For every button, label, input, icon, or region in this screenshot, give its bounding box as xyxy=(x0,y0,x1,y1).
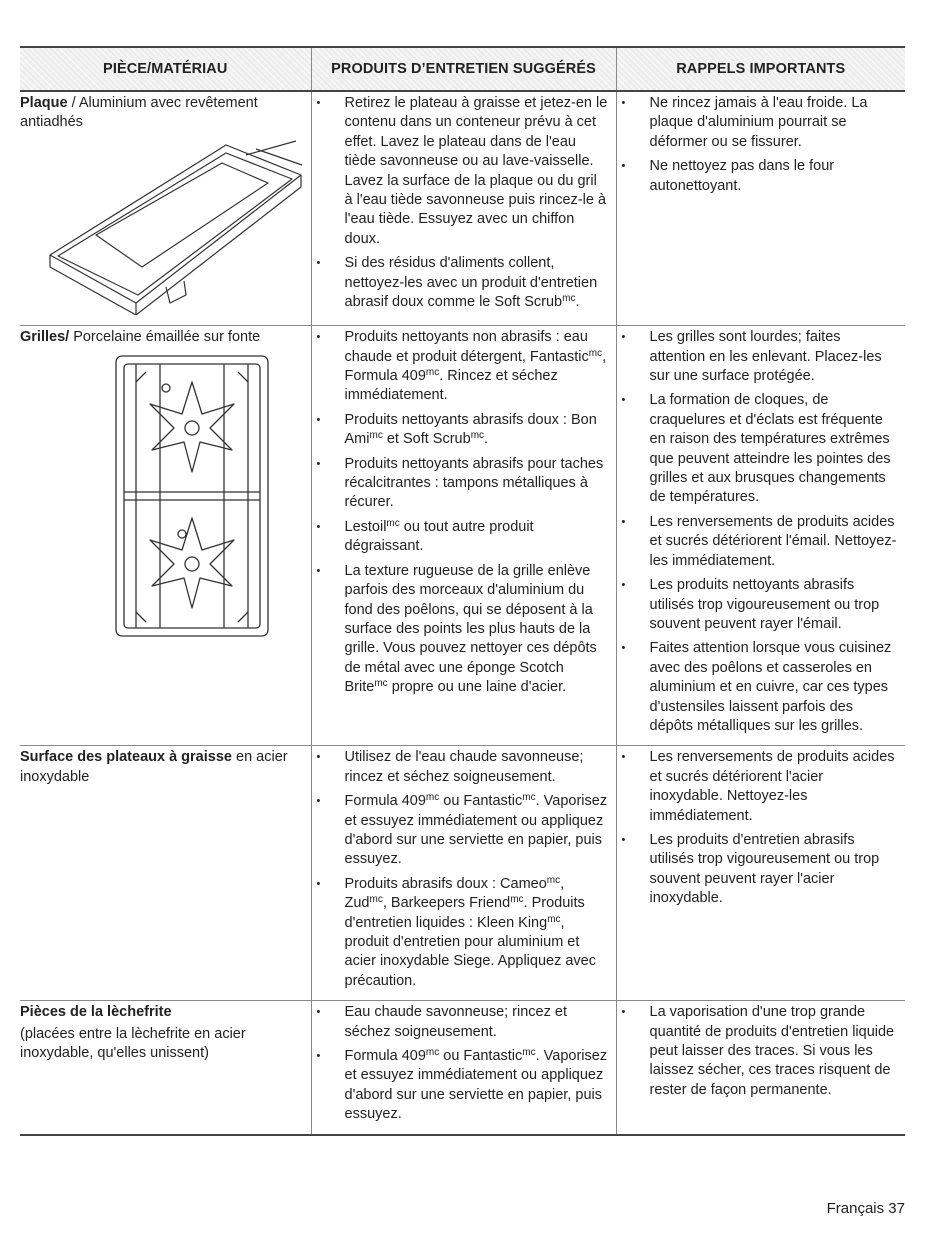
griddle-plate-illustration xyxy=(46,135,303,321)
part-name: Plaque xyxy=(20,95,68,111)
part-material: / Aluminium avec revêtement antiadhés xyxy=(20,95,258,131)
products-list xyxy=(312,328,608,697)
product-item: • La texture rugueuse de la grille enlève parfois des morceaux d'aluminium du fond des poêlons, qui se déposent à la surface des points les plus hauts de la grille. Vous pouvez nettoyer ces dépôts de métal avec une éponge Scotch Brite$^{mc}$ propre ou une laine d'acier. xyxy=(312,562,608,698)
part-material: en acier inoxydable xyxy=(20,749,288,785)
reminder-item: • Les grilles sont lourdes; faites attention en les enlevant. Placez-les sur une surface protégée. xyxy=(617,328,898,386)
product-item: • Produits nettoyants non abrasifs : eau chaude et produit détergent, Fantastic$^{mc}$, Formula $409^{mc}$. Rincez et séchez immédiatement. xyxy=(312,328,608,406)
part-name: Grilles/ xyxy=(20,329,70,346)
reminders-list xyxy=(617,328,898,736)
reminders-list xyxy=(617,94,898,196)
part-material-cell xyxy=(20,91,311,326)
product-item: • Retirez le plateau à graisse et jetez-en le contenu dans un conteneur prévu à cet effet. Lavez le plateau dans de l'eau tiède savonneuse ou au lave-vaisselle. Lavez la surface de la plaque ou du gril à l'eau tiède savonneuse puis rincez-le à l'eau tiède. Essuyez avec un chiffon doux. xyxy=(312,94,608,249)
header-important-reminders: RAPPELS IMPORTANTS xyxy=(616,47,905,91)
part-name: Pièces de la lèchefrite xyxy=(20,1004,172,1021)
product-item: • Produits nettoyants abrasifs doux : Bon Ami$^{mc}$ et Soft Scrub$^{mc}$. xyxy=(312,411,608,450)
suggested-products-cell xyxy=(311,1001,616,1135)
important-reminders-cell xyxy=(616,91,905,326)
part-material: Porcelaine émaillée sur fonte xyxy=(69,329,261,346)
reminder-item: • Les produits d'entretien abrasifs utilisés trop vigoureusement ou trop souvent peuvent rayer l'acier inoxydable. xyxy=(617,831,898,909)
product-item: • Formula $409^{mc}$ ou Fantastic$^{mc}$. Vaporisez et essuyez immédiatement ou appliquez d'abord sur une serviette en papier, puis essuyez. xyxy=(312,792,608,870)
products-list xyxy=(312,94,608,312)
table-body xyxy=(20,91,905,1135)
reminder-item: • Ne nettoyez pas dans le four autonettoyant. xyxy=(617,157,898,196)
important-reminders-cell xyxy=(616,746,905,1001)
suggested-products-cell xyxy=(311,746,616,1001)
reminder-item: • Faites attention lorsque vous cuisinez avec des poêlons et casseroles en aluminium et en cuivre, car ces types d'ustensiles laissent parfois des dépôts métalliques sur les grilles. xyxy=(617,639,898,736)
product-item: • Utilisez de l'eau chaude savonneuse; rincez et séchez soigneusement. xyxy=(312,748,608,787)
burner-grate-illustration xyxy=(106,352,303,646)
table-row xyxy=(20,746,905,1001)
reminder-item: • Les renversements de produits acides et sucrés détériorent l'acier inoxydable. Nettoyez-les immédiatement. xyxy=(617,748,898,826)
important-reminders-cell xyxy=(616,326,905,746)
product-item: • Formula $409^{mc}$ ou Fantastic$^{mc}$. Vaporisez et essuyez immédiatement ou appliquez d'abord sur une serviette en papier, puis essuyez. xyxy=(312,1047,608,1125)
table-row xyxy=(20,91,905,326)
page-number: Français 37 xyxy=(826,1200,905,1217)
reminder-item: • La vaporisation d'une trop grande quantité de produits d'entretien liquide peut laisser des traces. Si vous les laissez sécher, ces traces risquent de rester de façon permanente. xyxy=(617,1003,898,1100)
product-item: • Produits abrasifs doux : Cameo$^{mc}$, Zud$^{mc}$, Barkeepers Friend$^{mc}$. Produits d'entretien liquides : Kleen King$^{mc}$, produit d'entretien pour aluminium et acier inoxydable Siege. Appliquez avec précaution. xyxy=(312,875,608,991)
header-suggested-products: PRODUITS D’ENTRETIEN SUGGÉRÉS xyxy=(311,47,616,91)
part-material-cell xyxy=(20,326,311,746)
part-name: Surface des plateaux à graisse xyxy=(20,749,232,766)
part-label xyxy=(20,748,303,787)
part-label xyxy=(20,1003,303,1022)
table-row xyxy=(20,326,905,746)
cleaning-guide-table xyxy=(20,46,905,1136)
table-row xyxy=(20,1001,905,1135)
product-item: • Lestoil$^{mc}$ ou tout autre produit dégraissant. xyxy=(312,518,608,557)
part-note: (placées entre la lèchefrite en acier inoxydable, qu'elles unissent) xyxy=(20,1025,246,1062)
header-row xyxy=(20,47,905,91)
reminders-list xyxy=(617,748,898,908)
header-part-material: PIÈCE/MATÉRIAU xyxy=(20,47,311,91)
products-list xyxy=(312,748,608,991)
part-material-cell xyxy=(20,746,311,1001)
products-list xyxy=(312,1003,608,1124)
product-item: • Eau chaude savonneuse; rincez et séchez soigneusement. xyxy=(312,1003,608,1042)
suggested-products-cell xyxy=(311,326,616,746)
part-material-cell xyxy=(20,1001,311,1135)
reminder-item: • Ne rincez jamais à l'eau froide. La plaque d'aluminium pourrait se déformer ou se fissurer. xyxy=(617,94,898,152)
table-header xyxy=(20,47,905,91)
reminder-item: • La formation de cloques, de craquelures et d'éclats est fréquente en raison des températures extrêmes que peuvent atteindre les pointes des grilles et aux brusques changements de températures. xyxy=(617,391,898,507)
product-item: • Si des résidus d'aliments collent, nettoyez-les avec un produit d'entretien abrasif doux comme le Soft Scrub$^{mc}$. xyxy=(312,254,608,312)
part-label xyxy=(20,328,303,347)
reminder-item: • Les renversements de produits acides et sucrés détériorent l'émail. Nettoyez-les immédiatement. xyxy=(617,513,898,571)
part-label xyxy=(20,94,303,133)
reminders-list xyxy=(617,1003,898,1100)
product-item: • Produits nettoyants abrasifs pour taches récalcitrantes : tampons métalliques à récurer. xyxy=(312,455,608,513)
important-reminders-cell xyxy=(616,1001,905,1135)
suggested-products-cell xyxy=(311,91,616,326)
reminder-item: • Les produits nettoyants abrasifs utilisés trop vigoureusement ou trop souvent peuvent rayer l'émail. xyxy=(617,576,898,634)
